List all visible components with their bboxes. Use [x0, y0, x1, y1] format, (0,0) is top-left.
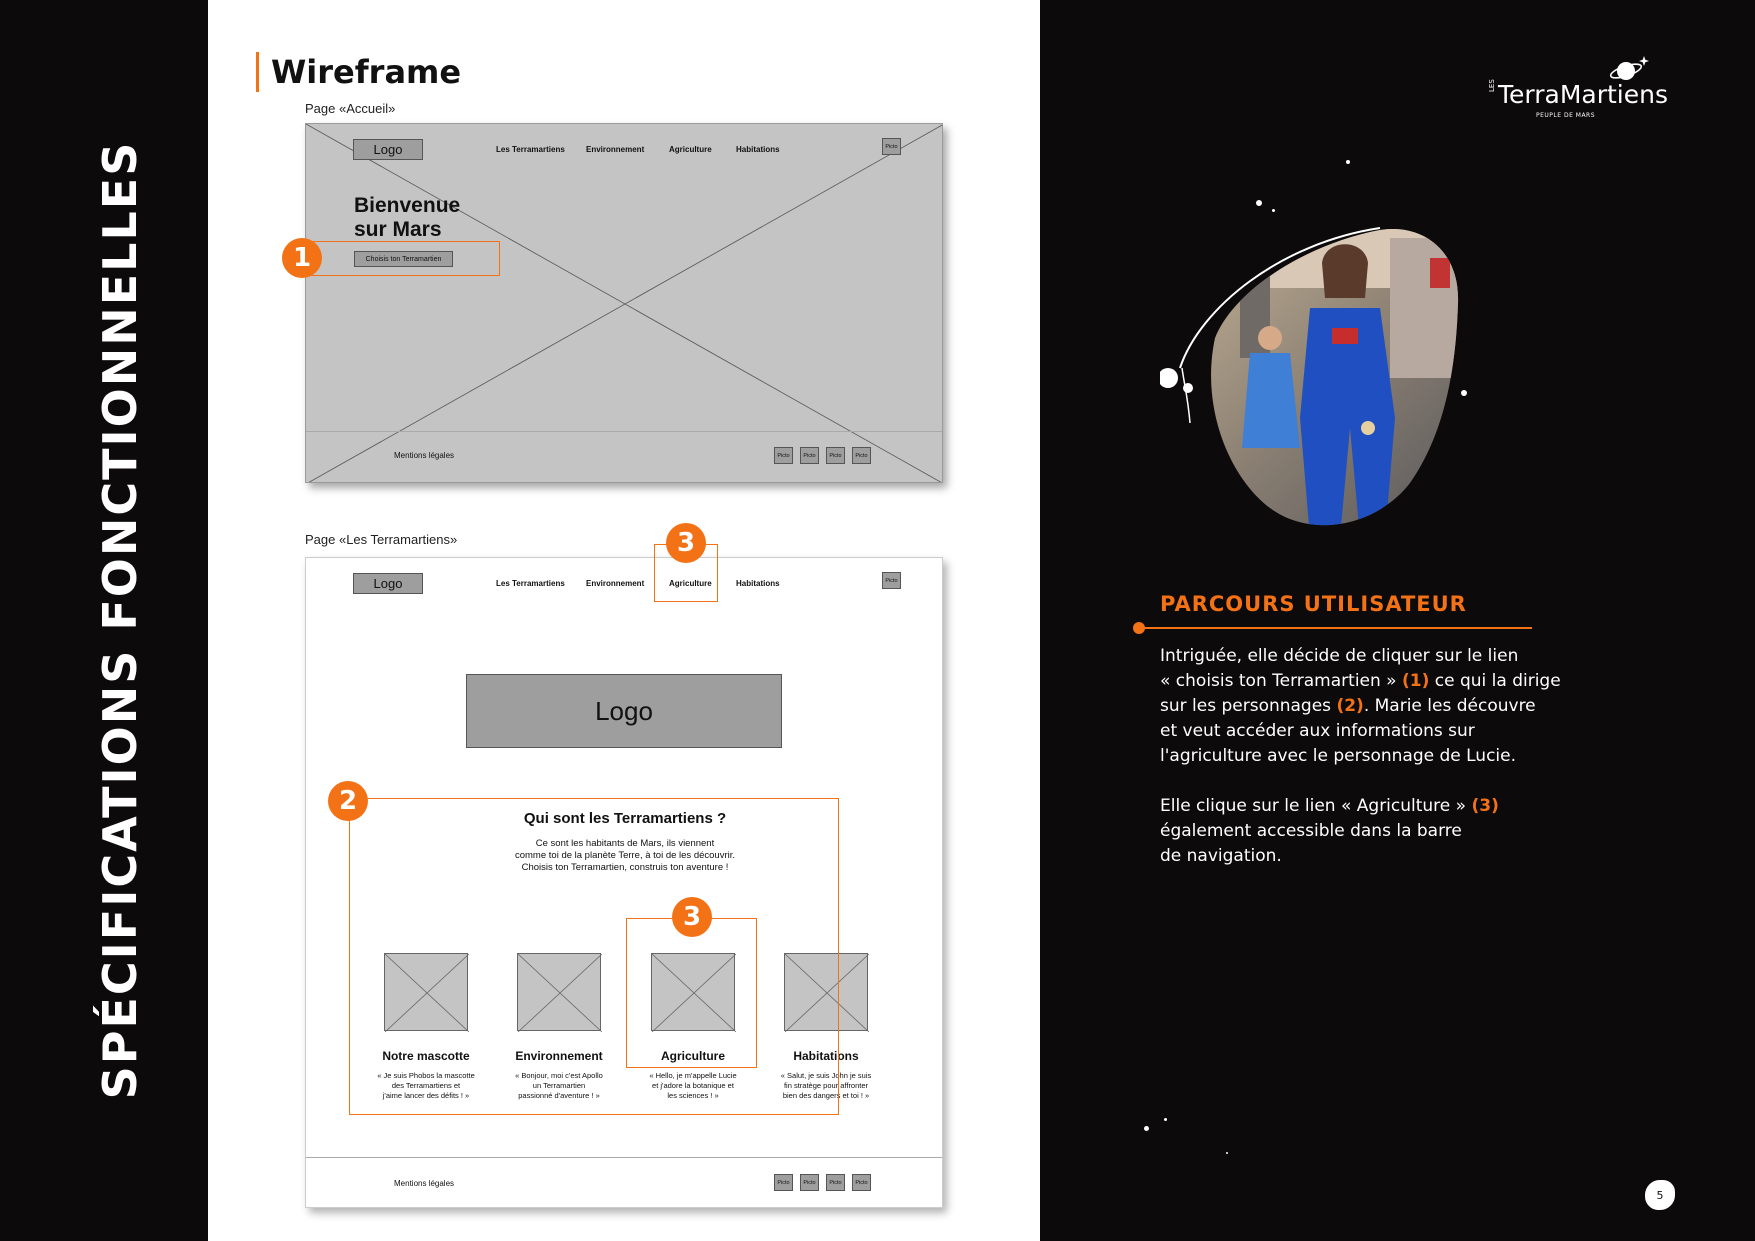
- desc-line: « Bonjour, moi c'est Apollo: [515, 1071, 603, 1080]
- text-line: [1160, 794, 1630, 819]
- wireframe-panel: [208, 0, 1040, 1241]
- star-decoration: [1144, 1126, 1149, 1131]
- card-title-mascotte[interactable]: Notre mascotte: [382, 1049, 470, 1063]
- desc-line: les sciences ! »: [667, 1091, 719, 1100]
- desc-line: des Terramartiens et: [391, 1081, 461, 1090]
- hero-line-2: sur Mars: [354, 218, 442, 241]
- footer-picto[interactable]: Picto: [800, 447, 819, 464]
- card-title-agriculture[interactable]: Agriculture: [660, 1049, 725, 1063]
- nav-agriculture[interactable]: Agriculture: [669, 579, 712, 588]
- text-line: [1160, 669, 1630, 694]
- nav-habitations[interactable]: Habitations: [736, 579, 780, 588]
- header-picto[interactable]: Picto: [882, 138, 901, 155]
- footer-picto[interactable]: Picto: [774, 1174, 793, 1191]
- nav-les-terramartiens[interactable]: Les Terramartiens: [496, 145, 565, 154]
- footer-divider: [306, 431, 942, 432]
- star-decoration: [1164, 1118, 1167, 1121]
- left-band: [0, 0, 208, 1241]
- subtitle-line: Ce sont les habitants de Mars, ils viennent: [535, 838, 715, 849]
- header-picto[interactable]: Picto: [882, 572, 901, 589]
- hero-title: [354, 194, 460, 242]
- text-line: l'agriculture avec le personnage de Lucie.: [1160, 746, 1517, 766]
- footer-mentions[interactable]: Mentions légales: [394, 451, 455, 460]
- star-decoration: [1346, 160, 1350, 164]
- parcours-paragraph-2: [1160, 794, 1630, 869]
- nav-environnement[interactable]: Environnement: [586, 145, 645, 154]
- desc-line: passionné d'aventure ! »: [518, 1091, 600, 1100]
- text-span: ce qui la dirige: [1429, 671, 1561, 691]
- star-decoration: [1272, 209, 1275, 212]
- section-title: Qui sont les Terramartiens ?: [523, 810, 727, 827]
- desc-line: et j'adore la botanique et: [652, 1081, 734, 1090]
- footer-picto[interactable]: Picto: [852, 447, 871, 464]
- footer-picto[interactable]: Picto: [852, 1174, 871, 1191]
- footer-divider: [306, 1157, 942, 1158]
- brand-logo: [1488, 52, 1748, 122]
- star-decoration: [1256, 200, 1262, 206]
- logo-placeholder: Logo: [353, 573, 423, 594]
- annotation-1-frame: [305, 241, 500, 276]
- placeholder-cross: [306, 124, 943, 483]
- footer-picto[interactable]: Picto: [826, 1174, 845, 1191]
- brand-tagline: PEUPLE DE MARS: [1536, 112, 1596, 119]
- desc-line: bien des dangers et toi ! »: [782, 1091, 870, 1100]
- annotation-3-card-frame: [626, 918, 757, 1068]
- side-title: SPÉCIFICATIONS FONCTIONNELLES: [93, 140, 147, 1100]
- cta-choisis-button[interactable]: Choisis ton Terramartien: [354, 251, 453, 267]
- brand-name: TerraMartiens: [1498, 80, 1669, 109]
- subtitle-line: comme toi de la planète Terre, à toi de les découvrir.: [514, 850, 736, 861]
- annotation-badge-3: 3: [672, 897, 712, 937]
- desc-line: « Je suis Phobos la mascotte: [377, 1071, 475, 1080]
- desc-line: j'aime lancer des défits ! »: [382, 1091, 470, 1100]
- subtitle-line: Choisis ton Terramartien, construis ton aventure !: [521, 862, 729, 873]
- desc-line: « Hello, je m'appelle Lucie: [649, 1071, 737, 1080]
- ref-1: (1): [1401, 671, 1430, 691]
- footer-mentions[interactable]: Mentions légales: [394, 1179, 455, 1188]
- parcours-dot: [1133, 622, 1145, 634]
- text-line: et veut accéder aux informations sur: [1160, 721, 1475, 741]
- star-decoration: [1226, 1152, 1228, 1154]
- text-span: sur les personnages: [1160, 696, 1337, 716]
- page1-label: Page «Accueil»: [305, 101, 396, 116]
- footer-picto[interactable]: Picto: [826, 447, 845, 464]
- nav-les-terramartiens[interactable]: Les Terramartiens: [496, 579, 565, 588]
- hero-line-1: Bienvenue: [354, 194, 461, 217]
- text-line: [1160, 694, 1630, 719]
- annotation-badge-2: 2: [328, 781, 368, 821]
- parcours-rule: [1136, 627, 1532, 629]
- page-number: 5: [1645, 1180, 1675, 1210]
- wireframe-accueil: [305, 123, 943, 483]
- card-title-environnement[interactable]: Environnement: [515, 1049, 603, 1063]
- user-persona-photo: [1160, 218, 1510, 548]
- nav-habitations[interactable]: Habitations: [736, 145, 780, 154]
- brand-prefix: LES: [1488, 79, 1496, 92]
- footer-picto[interactable]: Picto: [774, 447, 793, 464]
- parcours-paragraph-1: [1160, 644, 1630, 769]
- logo-placeholder: Logo: [353, 139, 423, 160]
- desc-line: fin stratège pour affronter: [783, 1081, 869, 1090]
- wireframe-heading: Wireframe: [256, 52, 461, 92]
- text-line: également accessible dans la barre: [1160, 821, 1462, 841]
- text-line: Intriguée, elle décide de cliquer sur le lien: [1160, 646, 1519, 666]
- annotation-badge-1: 1: [282, 238, 322, 278]
- big-logo-placeholder: Logo: [466, 674, 782, 748]
- text-span: . Marie les découvre: [1363, 696, 1536, 716]
- nav-environnement[interactable]: Environnement: [586, 579, 645, 588]
- ref-3: (3): [1471, 796, 1499, 816]
- ref-2: (2): [1336, 696, 1364, 716]
- desc-line: un Terramartien: [532, 1081, 586, 1090]
- parcours-title: PARCOURS UTILISATEUR: [1160, 592, 1467, 616]
- footer-picto[interactable]: Picto: [800, 1174, 819, 1191]
- annotation-badge-3: 3: [666, 523, 706, 563]
- card-title-habitations[interactable]: Habitations: [793, 1049, 859, 1063]
- page2-label: Page «Les Terramartiens»: [305, 532, 458, 547]
- desc-line: « Salut, je suis John je suis: [780, 1071, 872, 1080]
- text-span: Elle clique sur le lien « Agriculture »: [1160, 796, 1472, 816]
- annotation-2-frame: [349, 798, 839, 1115]
- text-span: « choisis ton Terramartien »: [1160, 671, 1402, 691]
- parcours-panel: [1040, 0, 1755, 1241]
- text-line: de navigation.: [1160, 846, 1282, 866]
- nav-agriculture[interactable]: Agriculture: [669, 145, 712, 154]
